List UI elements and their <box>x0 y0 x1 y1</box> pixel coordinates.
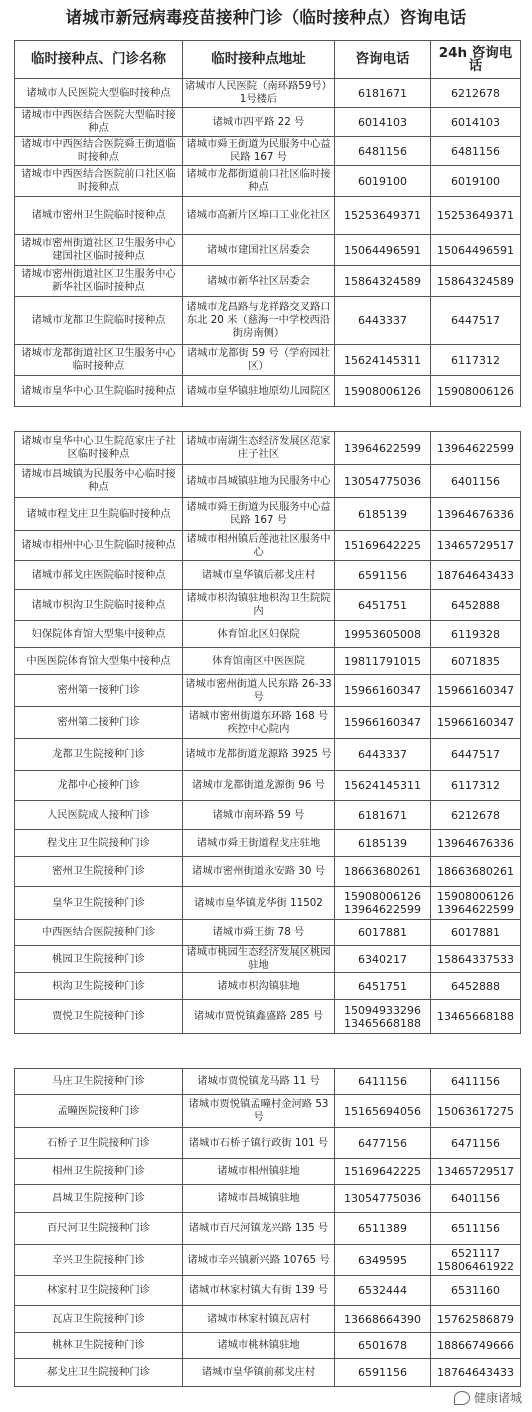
phone-24h-cell: 13465668188 <box>431 1000 521 1034</box>
site-name-cell: 人民医院成人接种门诊 <box>15 801 183 830</box>
site-name-cell: 诸城市昌城镇为民服务中心临时接种点 <box>15 465 183 498</box>
phone-cell: 13054775036 <box>335 1185 431 1213</box>
phone-24h-cell: 15908006126 13964622599 <box>431 887 521 920</box>
table-row <box>15 801 521 830</box>
watermark-label: 健康诸城 <box>473 1391 522 1405</box>
phone-cell: 15165694056 <box>335 1095 431 1128</box>
table-row <box>15 166 521 197</box>
site-name-cell: 相州卫生院接种门诊 <box>15 1159 183 1185</box>
phone-cell: 6185139 <box>335 830 431 857</box>
site-name-cell: 诸城市龙都卫生院临时接种点 <box>15 297 183 345</box>
phone-cell: 6501678 <box>335 1333 431 1359</box>
phone-cell: 6591156 <box>335 1359 431 1387</box>
phone-24h-cell: 6071835 <box>431 648 521 675</box>
site-address-cell: 诸城市舜王街道程戈庄驻地 <box>183 830 335 857</box>
site-name-cell: 林家村卫生院接种门诊 <box>15 1276 183 1306</box>
table-row <box>15 197 521 235</box>
phone-24h-cell: 13964622599 <box>431 432 521 465</box>
site-name-cell: 桃园卫生院接种门诊 <box>15 946 183 973</box>
phone-24h-cell: 6447517 <box>431 297 521 345</box>
phone-cell: 15966160347 <box>335 675 431 707</box>
site-name-cell: 石桥子卫生院接种门诊 <box>15 1128 183 1159</box>
table-row <box>15 1095 521 1128</box>
table-row <box>15 675 521 707</box>
site-address-cell: 诸城市龙昌路与龙祥路交叉路口东北 20 米（慈海一中学校西沿街房南侧） <box>183 297 335 345</box>
table-row <box>15 1159 521 1185</box>
phone-24h-cell: 18764643433 <box>431 561 521 590</box>
site-name-cell: 诸城市中西医结合医院舜王街道临时接种点 <box>15 137 183 166</box>
phone-cell: 6019100 <box>335 166 431 197</box>
site-address-cell: 诸城市皇华镇前郝戈庄村 <box>183 1359 335 1387</box>
site-name-cell: 诸城市中西医结合医院大型临时接种点 <box>15 108 183 137</box>
table-row <box>15 531 521 561</box>
site-name-cell: 马庄卫生院接种门诊 <box>15 1069 183 1095</box>
phone-cell: 15624145311 <box>335 771 431 801</box>
phone-24h-cell: 15063617275 <box>431 1095 521 1128</box>
site-name-cell: 贾悦卫生院接种门诊 <box>15 1000 183 1034</box>
table-row <box>15 1333 521 1359</box>
site-address-cell: 诸城市皇华镇后郝戈庄村 <box>183 561 335 590</box>
phone-24h-cell: 6452888 <box>431 973 521 1000</box>
phone-cell: 19811791015 <box>335 648 431 675</box>
site-address-cell: 诸城市辛兴镇新兴路 10765 号 <box>183 1245 335 1276</box>
phone-24h-cell: 6401156 <box>431 465 521 498</box>
phone-cell: 6481156 <box>335 137 431 166</box>
site-address-cell: 诸城市林家村镇瓦店村 <box>183 1306 335 1333</box>
phone-24h-cell: 6481156 <box>431 137 521 166</box>
phone-24h-cell: 13465729517 <box>431 531 521 561</box>
site-address-cell: 诸城市龙都街道前口社区临时接种点 <box>183 166 335 197</box>
site-name-cell: 龙都中心接种门诊 <box>15 771 183 801</box>
phone-cell: 15169642225 <box>335 531 431 561</box>
site-address-cell: 诸城市南湖生态经济发展区范家庄子社区 <box>183 432 335 465</box>
site-address-cell: 诸城市昌城镇驻地 <box>183 1185 335 1213</box>
phone-24h-cell: 6212678 <box>431 79 521 108</box>
phone-24h-cell: 15908006126 <box>431 376 521 407</box>
phone-24h-cell: 13964676336 <box>431 830 521 857</box>
phone-24h-cell: 15864324589 <box>431 266 521 297</box>
phone-24h-cell: 18663680261 <box>431 857 521 887</box>
site-address-cell: 诸城市皇华镇驻地原幼儿园院区 <box>183 376 335 407</box>
site-name-cell: 孟疃医院接种门诊 <box>15 1095 183 1128</box>
site-name-cell: 诸城市皇华中心卫生院范家庄子社区临时接种点 <box>15 432 183 465</box>
phone-cell: 6349595 <box>335 1245 431 1276</box>
phone-24h-cell: 15253649371 <box>431 197 521 235</box>
table-row <box>15 1000 521 1034</box>
site-name-cell: 皇华卫生院接种门诊 <box>15 887 183 920</box>
site-address-cell: 诸城市龙都街道龙源街 96 号 <box>183 771 335 801</box>
phone-cell: 6014103 <box>335 108 431 137</box>
table-row <box>15 561 521 590</box>
site-address-cell: 诸城市贾悦镇龙马路 11 号 <box>183 1069 335 1095</box>
phone-24h-cell: 18764643433 <box>431 1359 521 1387</box>
phone-cell: 6340217 <box>335 946 431 973</box>
site-name-cell: 瓦店卫生院接种门诊 <box>15 1306 183 1333</box>
phone-24h-cell: 15762586879 <box>431 1306 521 1333</box>
site-address-cell: 诸城市桃园生态经济发展区桃园驻地 <box>183 946 335 973</box>
phone-24h-cell: 6117312 <box>431 771 521 801</box>
phone-cell: 6477156 <box>335 1128 431 1159</box>
table-row <box>15 108 521 137</box>
header-row <box>15 41 521 79</box>
site-address-cell: 诸城市相州镇驻地 <box>183 1159 335 1185</box>
site-address-cell: 诸城市舜王街道为民服务中心益民路 167 号 <box>183 498 335 531</box>
phone-cell: 15908006126 <box>335 376 431 407</box>
table-row <box>15 590 521 621</box>
site-address-cell: 诸城市石桥子镇行政街 101 号 <box>183 1128 335 1159</box>
phone-24h-cell: 6471156 <box>431 1128 521 1159</box>
site-name-cell: 妇保院体育馆大型集中接种点 <box>15 621 183 648</box>
phone-24h-cell: 6511156 <box>431 1213 521 1245</box>
site-name-cell: 中西医结合医院接种门诊 <box>15 920 183 946</box>
phone-24h-cell: 15966160347 <box>431 707 521 739</box>
phone-cell: 15624145311 <box>335 345 431 376</box>
site-address-cell: 诸城市人民医院（南环路59号）1号楼后 <box>183 79 335 108</box>
table-row <box>15 235 521 266</box>
site-name-cell: 诸城市郝戈庄医院临时接种点 <box>15 561 183 590</box>
site-name-cell: 诸城市密州街道社区卫生服务中心建国社区临时接种点 <box>15 235 183 266</box>
phone-24h-cell: 6401156 <box>431 1185 521 1213</box>
phone-cell: 15966160347 <box>335 707 431 739</box>
phone-24h-cell: 6452888 <box>431 590 521 621</box>
phone-cell: 15094933296 13465668188 <box>335 1000 431 1034</box>
phone-24h-cell: 6212678 <box>431 801 521 830</box>
site-address-cell: 诸城市贾悦镇鑫盛路 285 号 <box>183 1000 335 1034</box>
site-name-cell: 密州第二接种门诊 <box>15 707 183 739</box>
site-address-cell: 诸城市南环路 59 号 <box>183 801 335 830</box>
column-header: 24h 咨询电话 <box>431 41 521 79</box>
site-name-cell: 诸城市枳沟卫生院临时接种点 <box>15 590 183 621</box>
table-row <box>15 79 521 108</box>
table-row <box>15 297 521 345</box>
phone-cell: 6511389 <box>335 1213 431 1245</box>
site-name-cell: 密州卫生院接种门诊 <box>15 857 183 887</box>
phone-cell: 6181671 <box>335 801 431 830</box>
table-row <box>15 973 521 1000</box>
site-name-cell: 百尺河卫生院接种门诊 <box>15 1213 183 1245</box>
site-address-cell: 诸城市枳沟镇驻地枳沟卫生院院内 <box>183 590 335 621</box>
table-row <box>15 621 521 648</box>
phone-24h-cell: 6447517 <box>431 739 521 771</box>
site-name-cell: 昌城卫生院接种门诊 <box>15 1185 183 1213</box>
phone-24h-cell: 13964676336 <box>431 498 521 531</box>
table-row <box>15 498 521 531</box>
phone-24h-cell: 6019100 <box>431 166 521 197</box>
phone-cell: 6443337 <box>335 297 431 345</box>
table-row <box>15 1128 521 1159</box>
site-address-cell: 诸城市舜王街 78 号 <box>183 920 335 946</box>
site-address-cell: 体育馆北区妇保院 <box>183 621 335 648</box>
page-title: 诸城市新冠病毒疫苗接种门诊（临时接种点）咨询电话 <box>65 8 467 27</box>
site-name-cell: 枳沟卫生院接种门诊 <box>15 973 183 1000</box>
site-name-cell: 辛兴卫生院接种门诊 <box>15 1245 183 1276</box>
phone-24h-cell: 6521117 15806461922 <box>431 1245 521 1276</box>
phone-cell: 6591156 <box>335 561 431 590</box>
table-row <box>15 1245 521 1276</box>
phone-cell: 6017881 <box>335 920 431 946</box>
site-address-cell: 诸城市新华社区居委会 <box>183 266 335 297</box>
site-name-cell: 诸城市密州卫生院临时接种点 <box>15 197 183 235</box>
phone-cell: 6532444 <box>335 1276 431 1306</box>
site-name-cell: 诸城市程戈庄卫生院临时接种点 <box>15 498 183 531</box>
phone-cell: 6411156 <box>335 1069 431 1095</box>
site-name-cell: 郝戈庄卫生院接种门诊 <box>15 1359 183 1387</box>
table-row <box>15 137 521 166</box>
site-name-cell: 龙都卫生院接种门诊 <box>15 739 183 771</box>
phone-24h-cell: 13465729517 <box>431 1159 521 1185</box>
site-address-cell: 诸城市昌城镇驻地为民服务中心 <box>183 465 335 498</box>
table-row <box>15 266 521 297</box>
phone-cell: 6451751 <box>335 973 431 1000</box>
table-row <box>15 707 521 739</box>
column-header: 临时接种点地址 <box>183 41 335 79</box>
site-address-cell: 诸城市舜王街道为民服务中心益民路 167 号 <box>183 137 335 166</box>
phone-24h-cell: 6014103 <box>431 108 521 137</box>
wechat-logo-icon <box>454 1391 470 1405</box>
phone-24h-cell: 6117312 <box>431 345 521 376</box>
site-name-cell: 诸城市相州中心卫生院临时接种点 <box>15 531 183 561</box>
site-name-cell: 程戈庄卫生院接种门诊 <box>15 830 183 857</box>
table-row <box>15 432 521 465</box>
phone-24h-cell: 6411156 <box>431 1069 521 1095</box>
site-address-cell: 诸城市桃林镇驻地 <box>183 1333 335 1359</box>
site-name-cell: 诸城市龙都街道社区卫生服务中心临时接种点 <box>15 345 183 376</box>
phone-cell: 15253649371 <box>335 197 431 235</box>
site-address-cell: 诸城市密州街道人民东路 26-33 号 <box>183 675 335 707</box>
table-row <box>15 345 521 376</box>
site-address-cell: 诸城市枳沟镇驻地 <box>183 973 335 1000</box>
site-address-cell: 诸城市贾悦镇孟疃村金河路 53 号 <box>183 1095 335 1128</box>
table-row <box>15 1359 521 1387</box>
phone-24h-cell: 6531160 <box>431 1276 521 1306</box>
site-address-cell: 诸城市密州街道永安路 30 号 <box>183 857 335 887</box>
site-name-cell: 桃林卫生院接种门诊 <box>15 1333 183 1359</box>
site-address-cell: 诸城市建国社区居委会 <box>183 235 335 266</box>
site-address-cell: 诸城市相州镇后莲池社区服务中心 <box>183 531 335 561</box>
phone-cell: 15908006126 13964622599 <box>335 887 431 920</box>
phone-cell: 13964622599 <box>335 432 431 465</box>
table-row <box>15 857 521 887</box>
directory-table-1 <box>14 40 521 407</box>
table-row <box>15 771 521 801</box>
phone-cell: 13054775036 <box>335 465 431 498</box>
directory-table-3 <box>14 1068 521 1387</box>
table-row <box>15 1069 521 1095</box>
column-header: 咨询电话 <box>335 41 431 79</box>
phone-cell: 13668664390 <box>335 1306 431 1333</box>
directory-table-2 <box>14 431 521 1034</box>
site-name-cell: 诸城市中西医结合医院前口社区临时接种点 <box>15 166 183 197</box>
site-address-cell: 诸城市高新片区埠口工业化社区 <box>183 197 335 235</box>
table-row <box>15 1185 521 1213</box>
table-row <box>15 946 521 973</box>
table-row <box>15 1306 521 1333</box>
site-address-cell: 诸城市龙都街 59 号（学府园社区） <box>183 345 335 376</box>
site-name-cell: 诸城市皇华中心卫生院临时接种点 <box>15 376 183 407</box>
site-address-cell: 诸城市龙都街道龙源路 3925 号 <box>183 739 335 771</box>
site-name-cell: 诸城市密州街道社区卫生服务中心新华社区临时接种点 <box>15 266 183 297</box>
phone-24h-cell: 6017881 <box>431 920 521 946</box>
phone-24h-cell: 18866749666 <box>431 1333 521 1359</box>
site-name-cell: 密州第一接种门诊 <box>15 675 183 707</box>
phone-24h-cell: 15966160347 <box>431 675 521 707</box>
site-address-cell: 诸城市密州街道东环路 168 号疾控中心院内 <box>183 707 335 739</box>
phone-cell: 15864324589 <box>335 266 431 297</box>
phone-cell: 6181671 <box>335 79 431 108</box>
phone-24h-cell: 15864337533 <box>431 946 521 973</box>
table-row <box>15 739 521 771</box>
phone-cell: 19953605008 <box>335 621 431 648</box>
phone-cell: 6185139 <box>335 498 431 531</box>
site-address-cell: 诸城市百尺河镇龙兴路 135 号 <box>183 1213 335 1245</box>
site-name-cell: 中医医院体育馆大型集中接种点 <box>15 648 183 675</box>
table-row <box>15 830 521 857</box>
phone-24h-cell: 6119328 <box>431 621 521 648</box>
table-row <box>15 887 521 920</box>
table-row <box>15 648 521 675</box>
watermark <box>454 1389 522 1406</box>
phone-cell: 6451751 <box>335 590 431 621</box>
site-name-cell: 诸城市人民医院大型临时接种点 <box>15 79 183 108</box>
site-address-cell: 诸城市林家村镇大有街 139 号 <box>183 1276 335 1306</box>
phone-cell: 15169642225 <box>335 1159 431 1185</box>
table-row <box>15 376 521 407</box>
site-address-cell: 体育馆南区中医医院 <box>183 648 335 675</box>
site-address-cell: 诸城市皇华镇龙华街 11502 <box>183 887 335 920</box>
table-row <box>15 1276 521 1306</box>
column-header: 临时接种点、门诊名称 <box>15 41 183 79</box>
table-row <box>15 1213 521 1245</box>
phone-cell: 6443337 <box>335 739 431 771</box>
phone-24h-cell: 15064496591 <box>431 235 521 266</box>
table-row <box>15 920 521 946</box>
phone-cell: 18663680261 <box>335 857 431 887</box>
table-row <box>15 465 521 498</box>
phone-cell: 15064496591 <box>335 235 431 266</box>
site-address-cell: 诸城市四平路 22 号 <box>183 108 335 137</box>
